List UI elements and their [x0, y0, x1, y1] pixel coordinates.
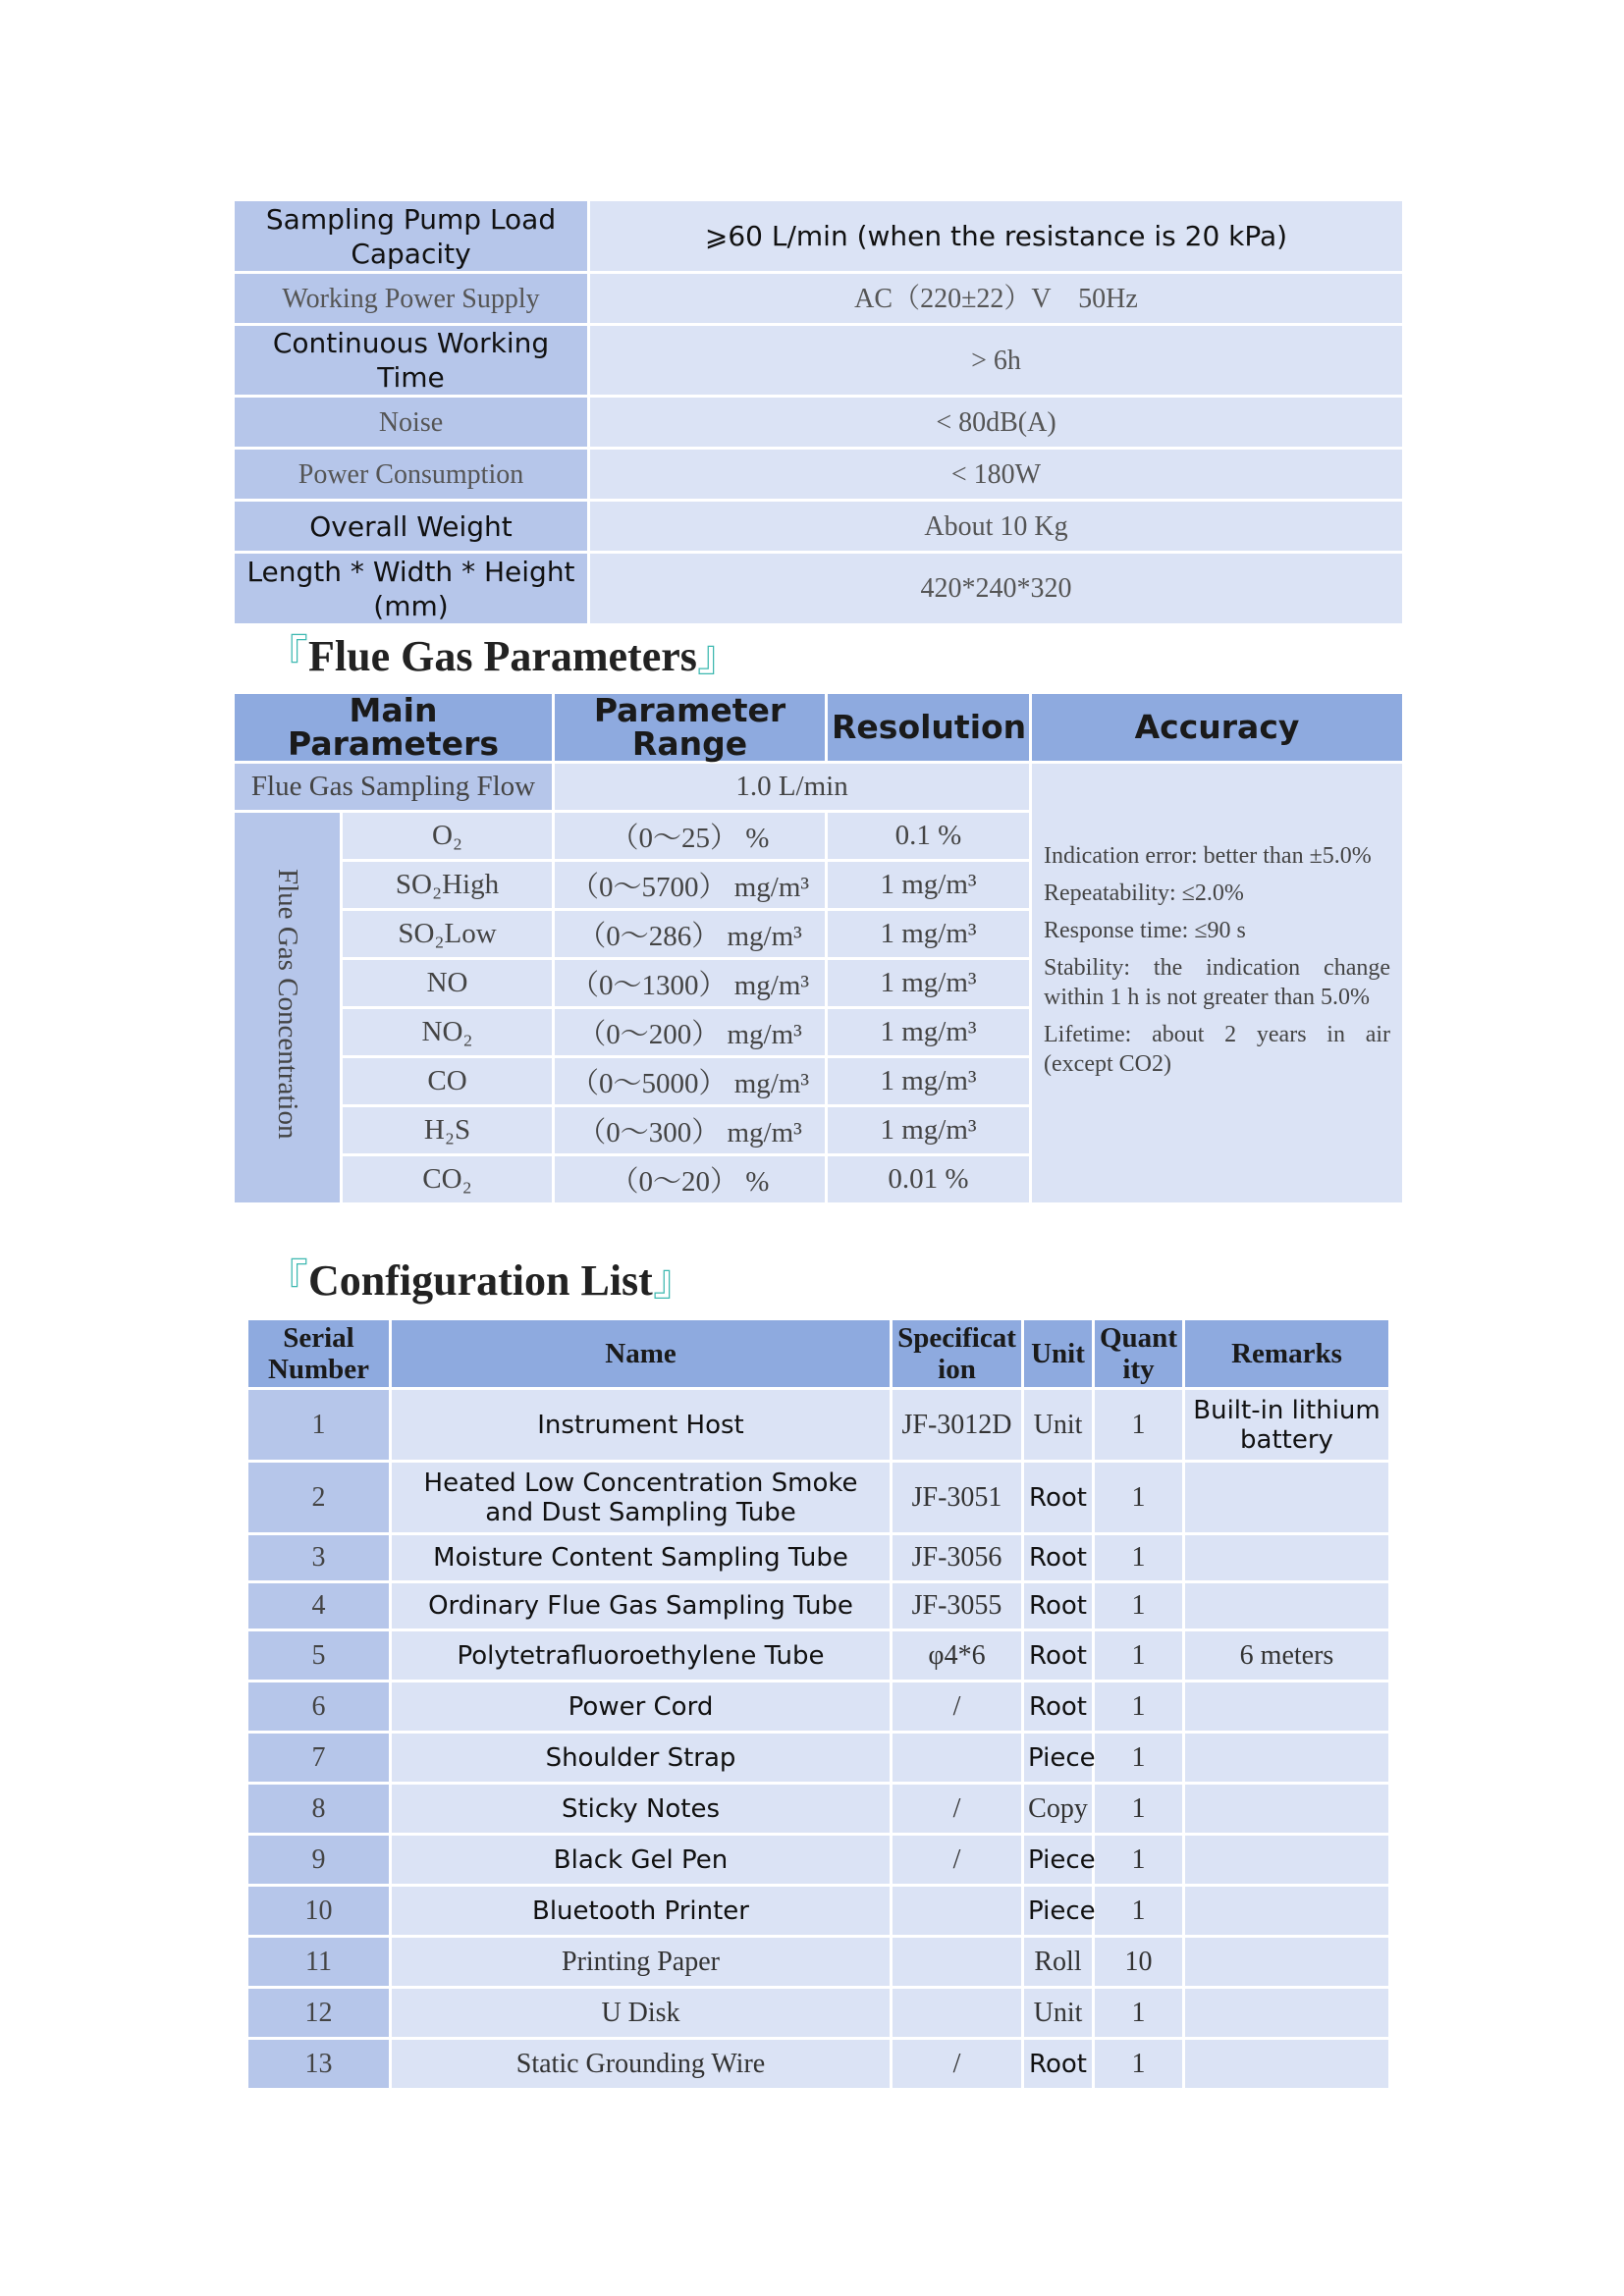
gas-range: （0～200） mg/m³	[554, 1008, 827, 1057]
serial-number-cell: 8	[247, 1784, 391, 1835]
quantity-cell: 1	[1094, 1682, 1184, 1733]
gas-range: （0～5700） mg/m³	[554, 861, 827, 910]
gas-name: NO₂	[342, 1008, 554, 1057]
remarks-cell	[1184, 1937, 1390, 1988]
gas-resolution: 1 mg/m³	[827, 959, 1031, 1008]
header-resolution: Resolution	[827, 693, 1031, 763]
remarks-cell	[1184, 1733, 1390, 1784]
table-row	[247, 1534, 1390, 1582]
accuracy-cell	[1031, 763, 1404, 1204]
spec-value: ⩾60 L/min (when the resistance is 20 kPa)	[589, 200, 1404, 273]
serial-number-cell: 12	[247, 1988, 391, 2039]
open-bracket: 『	[265, 1256, 308, 1305]
header-specification: Specificat ion	[892, 1319, 1023, 1389]
table-row	[247, 1389, 1390, 1462]
unit-cell: Piece	[1023, 1733, 1094, 1784]
open-bracket: 『	[265, 632, 308, 680]
remarks-cell	[1184, 1886, 1390, 1937]
remarks-cell	[1184, 2039, 1390, 2090]
serial-number-cell: 4	[247, 1582, 391, 1630]
accuracy-line: Response time: ≤90 s	[1044, 917, 1246, 943]
quantity-cell: 1	[1094, 2039, 1184, 2090]
specification-cell: JF-3051	[892, 1462, 1023, 1534]
table-row	[247, 1462, 1390, 1534]
unit-cell: Piece	[1023, 1835, 1094, 1886]
gas-range: （0～286） mg/m³	[554, 910, 827, 959]
remarks-cell	[1184, 1988, 1390, 2039]
spec-row	[234, 273, 1404, 325]
header-name: Name	[391, 1319, 892, 1389]
spec-label: Sampling Pump Load Capacity	[234, 200, 589, 273]
table-row	[247, 1937, 1390, 1988]
spec-label: Overall Weight	[234, 501, 589, 553]
sampling-flow-label: Flue Gas Sampling Flow	[234, 763, 554, 812]
quantity-cell: 1	[1094, 1835, 1184, 1886]
serial-number-cell: 5	[247, 1630, 391, 1682]
spec-label: Working Power Supply	[234, 273, 589, 325]
configuration-table	[245, 1317, 1391, 2091]
header-remarks: Remarks	[1184, 1319, 1390, 1389]
gas-range: （0～25） %	[554, 812, 827, 861]
gas-name: SO₂Low	[342, 910, 554, 959]
config-table-body	[247, 1389, 1390, 2090]
specification-cell: JF-3056	[892, 1534, 1023, 1582]
spec-label: Power Consumption	[234, 449, 589, 501]
specification-cell	[892, 1988, 1023, 2039]
serial-number-cell: 10	[247, 1886, 391, 1937]
gas-resolution: 1 mg/m³	[827, 1008, 1031, 1057]
spec-value: > 6h	[589, 325, 1404, 397]
remarks-cell: Built-in lithium battery	[1184, 1389, 1390, 1462]
unit-cell: Piece	[1023, 1886, 1094, 1937]
section-title-text: Configuration List	[308, 1256, 653, 1305]
item-name-cell: Ordinary Flue Gas Sampling Tube	[391, 1582, 892, 1630]
gas-name: H₂S	[342, 1106, 554, 1155]
specification-cell: /	[892, 1784, 1023, 1835]
spec-label: Continuous Working Time	[234, 325, 589, 397]
quantity-cell: 1	[1094, 1784, 1184, 1835]
spec-label: Length * Width * Height (mm)	[234, 553, 589, 625]
header-unit: Unit	[1023, 1319, 1094, 1389]
gas-range: （0～5000） mg/m³	[554, 1057, 827, 1106]
remarks-cell	[1184, 1835, 1390, 1886]
remarks-cell	[1184, 1462, 1390, 1534]
spec-value: < 80dB(A)	[589, 397, 1404, 449]
gas-resolution: 1 mg/m³	[827, 861, 1031, 910]
unit-cell: Copy	[1023, 1784, 1094, 1835]
close-bracket: 』	[696, 632, 740, 680]
gas-name: CO	[342, 1057, 554, 1106]
quantity-cell: 1	[1094, 1886, 1184, 1937]
spec-row	[234, 397, 1404, 449]
item-name-cell: Sticky Notes	[391, 1784, 892, 1835]
gas-name: SO₂High	[342, 861, 554, 910]
gas-name: CO₂	[342, 1155, 554, 1204]
quantity-cell: 1	[1094, 1630, 1184, 1682]
gas-range: （0～20） %	[554, 1155, 827, 1204]
accuracy-line: Lifetime: about 2 years in air (except CO2)	[1044, 1021, 1391, 1077]
quantity-cell: 1	[1094, 1389, 1184, 1462]
remarks-cell	[1184, 1682, 1390, 1733]
serial-number-cell: 6	[247, 1682, 391, 1733]
spec-table	[232, 198, 1405, 626]
specification-cell	[892, 1937, 1023, 1988]
unit-cell: Root	[1023, 2039, 1094, 2090]
gas-resolution: 0.01 %	[827, 1155, 1031, 1204]
serial-number-cell: 13	[247, 2039, 391, 2090]
item-name-cell: Moisture Content Sampling Tube	[391, 1534, 892, 1582]
serial-number-cell: 1	[247, 1389, 391, 1462]
serial-number-cell: 9	[247, 1835, 391, 1886]
spec-value: < 180W	[589, 449, 1404, 501]
flue-section-title	[265, 620, 740, 683]
gas-name: NO	[342, 959, 554, 1008]
spec-row	[234, 553, 1404, 625]
sampling-flow-row	[234, 763, 1404, 812]
item-name-cell: Instrument Host	[391, 1389, 892, 1462]
remarks-cell	[1184, 1582, 1390, 1630]
header-quantity: Quant ity	[1094, 1319, 1184, 1389]
flue-header-row	[234, 693, 1404, 763]
quantity-cell: 10	[1094, 1937, 1184, 1988]
remarks-cell: 6 meters	[1184, 1630, 1390, 1682]
item-name-cell: Static Grounding Wire	[391, 2039, 892, 2090]
accuracy-line: Stability: the indication change within 1 h is not greater than 5.0%	[1044, 954, 1391, 1010]
specification-cell	[892, 1886, 1023, 1937]
remarks-cell	[1184, 1534, 1390, 1582]
remarks-cell	[1184, 1784, 1390, 1835]
table-row	[247, 1733, 1390, 1784]
gas-range: （0～300） mg/m³	[554, 1106, 827, 1155]
unit-cell: Roll	[1023, 1937, 1094, 1988]
quantity-cell: 1	[1094, 1534, 1184, 1582]
quantity-cell: 1	[1094, 1582, 1184, 1630]
unit-cell: Root	[1023, 1582, 1094, 1630]
flue-gas-table	[232, 691, 1405, 1205]
section-title-text: Flue Gas Parameters	[308, 632, 697, 680]
specification-cell: /	[892, 1682, 1023, 1733]
unit-cell: Root	[1023, 1682, 1094, 1733]
close-bracket: 』	[652, 1256, 696, 1305]
gas-resolution: 1 mg/m³	[827, 1057, 1031, 1106]
unit-cell: Root	[1023, 1462, 1094, 1534]
specification-cell: /	[892, 1835, 1023, 1886]
item-name-cell: Printing Paper	[391, 1937, 892, 1988]
item-name-cell: Shoulder Strap	[391, 1733, 892, 1784]
gas-resolution: 1 mg/m³	[827, 1106, 1031, 1155]
table-row	[247, 2039, 1390, 2090]
specification-cell	[892, 1733, 1023, 1784]
accuracy-line: Indication error: better than ±5.0%	[1044, 842, 1372, 869]
spec-value: About 10 Kg	[589, 501, 1404, 553]
table-row	[247, 1835, 1390, 1886]
table-row	[247, 1630, 1390, 1682]
spec-label: Noise	[234, 397, 589, 449]
item-name-cell: Black Gel Pen	[391, 1835, 892, 1886]
table-row	[247, 1886, 1390, 1937]
header-parameter-range: Parameter Range	[554, 693, 827, 763]
gas-resolution: 1 mg/m³	[827, 910, 1031, 959]
serial-number-cell: 3	[247, 1534, 391, 1582]
gas-range: （0～1300） mg/m³	[554, 959, 827, 1008]
unit-cell: Unit	[1023, 1389, 1094, 1462]
config-header-row	[247, 1319, 1390, 1389]
gas-resolution: 0.1 %	[827, 812, 1031, 861]
config-section-title	[265, 1245, 696, 1308]
quantity-cell: 1	[1094, 1988, 1184, 2039]
spec-row	[234, 200, 1404, 273]
item-name-cell: Bluetooth Printer	[391, 1886, 892, 1937]
unit-cell: Unit	[1023, 1988, 1094, 2039]
quantity-cell: 1	[1094, 1462, 1184, 1534]
specification-cell: JF-3012D	[892, 1389, 1023, 1462]
quantity-cell: 1	[1094, 1733, 1184, 1784]
item-name-cell: U Disk	[391, 1988, 892, 2039]
concentration-group-label	[234, 812, 342, 1204]
serial-number-cell: 7	[247, 1733, 391, 1784]
table-row	[247, 1988, 1390, 2039]
spec-row	[234, 325, 1404, 397]
gas-name: O₂	[342, 812, 554, 861]
specification-cell: JF-3055	[892, 1582, 1023, 1630]
unit-cell: Root	[1023, 1630, 1094, 1682]
unit-cell: Root	[1023, 1534, 1094, 1582]
table-row	[247, 1582, 1390, 1630]
serial-number-cell: 11	[247, 1937, 391, 1988]
header-serial-number: Serial Number	[247, 1319, 391, 1389]
sampling-flow-value: 1.0 L/min	[554, 763, 1031, 812]
specification-cell: /	[892, 2039, 1023, 2090]
spec-row	[234, 501, 1404, 553]
item-name-cell: Polytetrafluoroethylene Tube	[391, 1630, 892, 1682]
spec-value: AC（220±22）V 50Hz	[589, 273, 1404, 325]
table-row	[247, 1682, 1390, 1733]
spec-value: 420*240*320	[589, 553, 1404, 625]
item-name-cell: Power Cord	[391, 1682, 892, 1733]
specification-cell: φ4*6	[892, 1630, 1023, 1682]
accuracy-line: Repeatability: ≤2.0%	[1044, 880, 1244, 906]
serial-number-cell: 2	[247, 1462, 391, 1534]
header-main-parameters: Main Parameters	[234, 693, 554, 763]
concentration-group-text: Flue Gas Concentration	[272, 868, 303, 1140]
spec-row	[234, 449, 1404, 501]
table-row	[247, 1784, 1390, 1835]
item-name-cell: Heated Low Concentration Smoke and Dust Sampling Tube	[391, 1462, 892, 1534]
header-accuracy: Accuracy	[1031, 693, 1404, 763]
